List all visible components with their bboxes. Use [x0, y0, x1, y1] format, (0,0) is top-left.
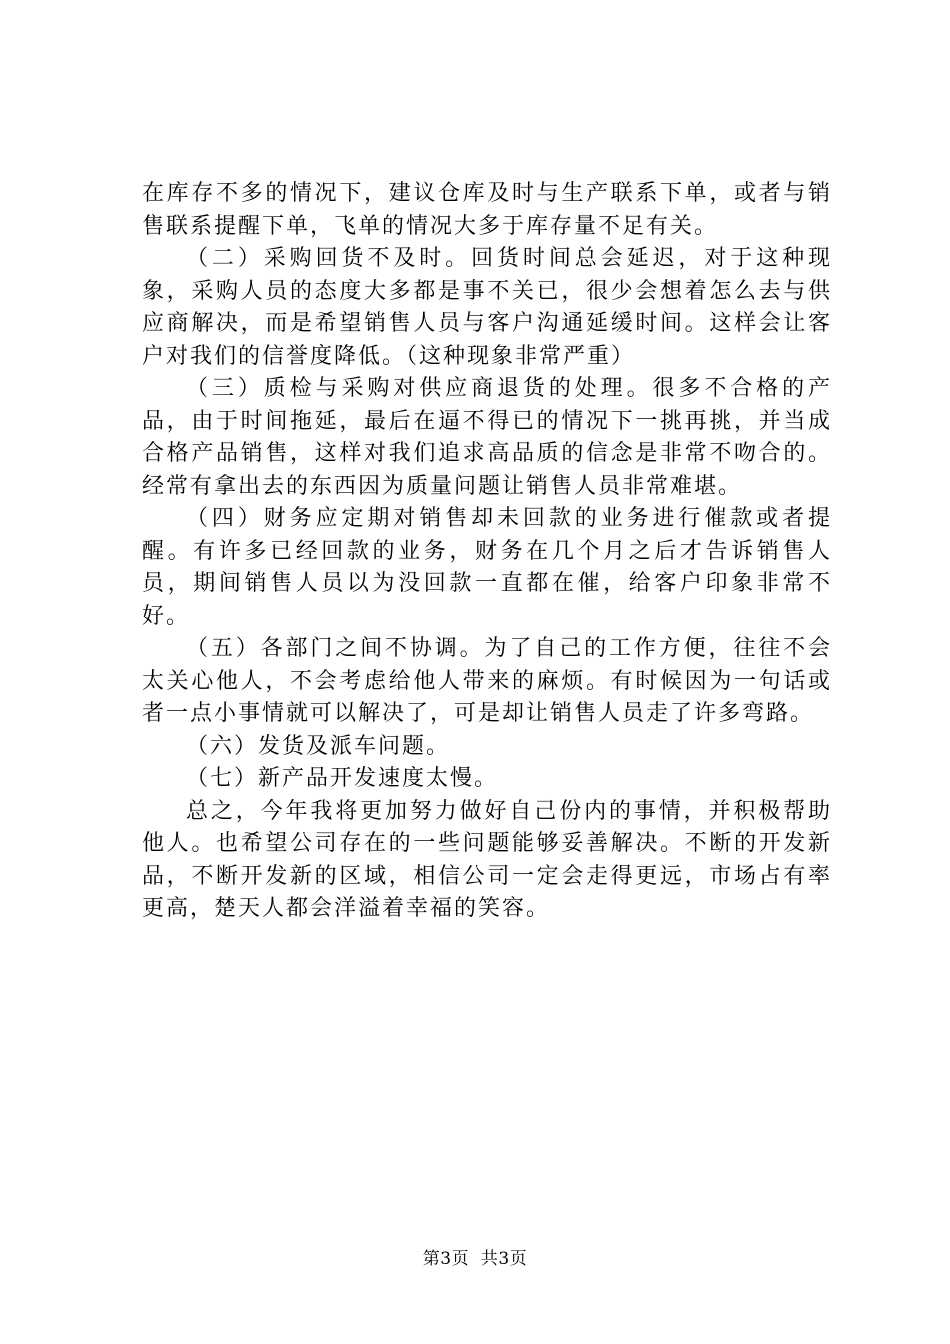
document-body — [142, 178, 832, 926]
paragraph-continuation: 在库存不多的情况下，建议仓库及时与生产联系下单，或者与销售联系提醒下单，飞单的情况大多于库存量不足有关。 — [142, 181, 832, 239]
paragraph-item-5: （五）各部门之间不协调。为了自己的工作方便，往往不会太关心他人，不会考虑给他人带来的麻烦。有时候因为一句话或者一点小事情就可以解决了，可是却让销售人员走了许多弯路。 — [142, 636, 832, 726]
page-number-footer: 第3页 共3页 — [422, 1249, 528, 1269]
paragraph-item-6: （六）发货及派车问题。 — [186, 733, 451, 759]
paragraph-item-2: （二）采购回货不及时。回货时间总会延迟，对于这种现象，采购人员的态度大多都是事不关已，很少会想着怎么去与供应商解决，而是希望销售人员与客户沟通延缓时间。这样会让客户对我们的信誉度降低。（这种现象非常严重） — [142, 246, 832, 369]
paragraph-conclusion: 总之，今年我将更加努力做好自己份内的事情，并积极帮助他人。也希望公司存在的一些问题能够妥善解决。不断的开发新品，不断开发新的区域，相信公司一定会走得更远，市场占有率更高，楚天人都会洋溢着幸福的笑容。 — [142, 798, 832, 921]
paragraph-item-3: （三）质检与采购对供应商退货的处理。很多不合格的产品，由于时间拖延，最后在逼不得已的情况下一挑再挑，并当成合格产品销售，这样对我们追求高品质的信念是非常不吻合的。经常有拿出去的东西因为质量问题让销售人员非常难堪。 — [142, 376, 832, 499]
paragraph-item-7: （七）新产品开发速度太慢。 — [186, 766, 499, 791]
paragraph-item-4: （四）财务应定期对销售却未回款的业务进行催款或者提醒。有许多已经回款的业务，财务在几个月之后才告诉销售人员，期间销售人员以为没回款一直都在催，给客户印象非常不好。 — [142, 506, 832, 629]
